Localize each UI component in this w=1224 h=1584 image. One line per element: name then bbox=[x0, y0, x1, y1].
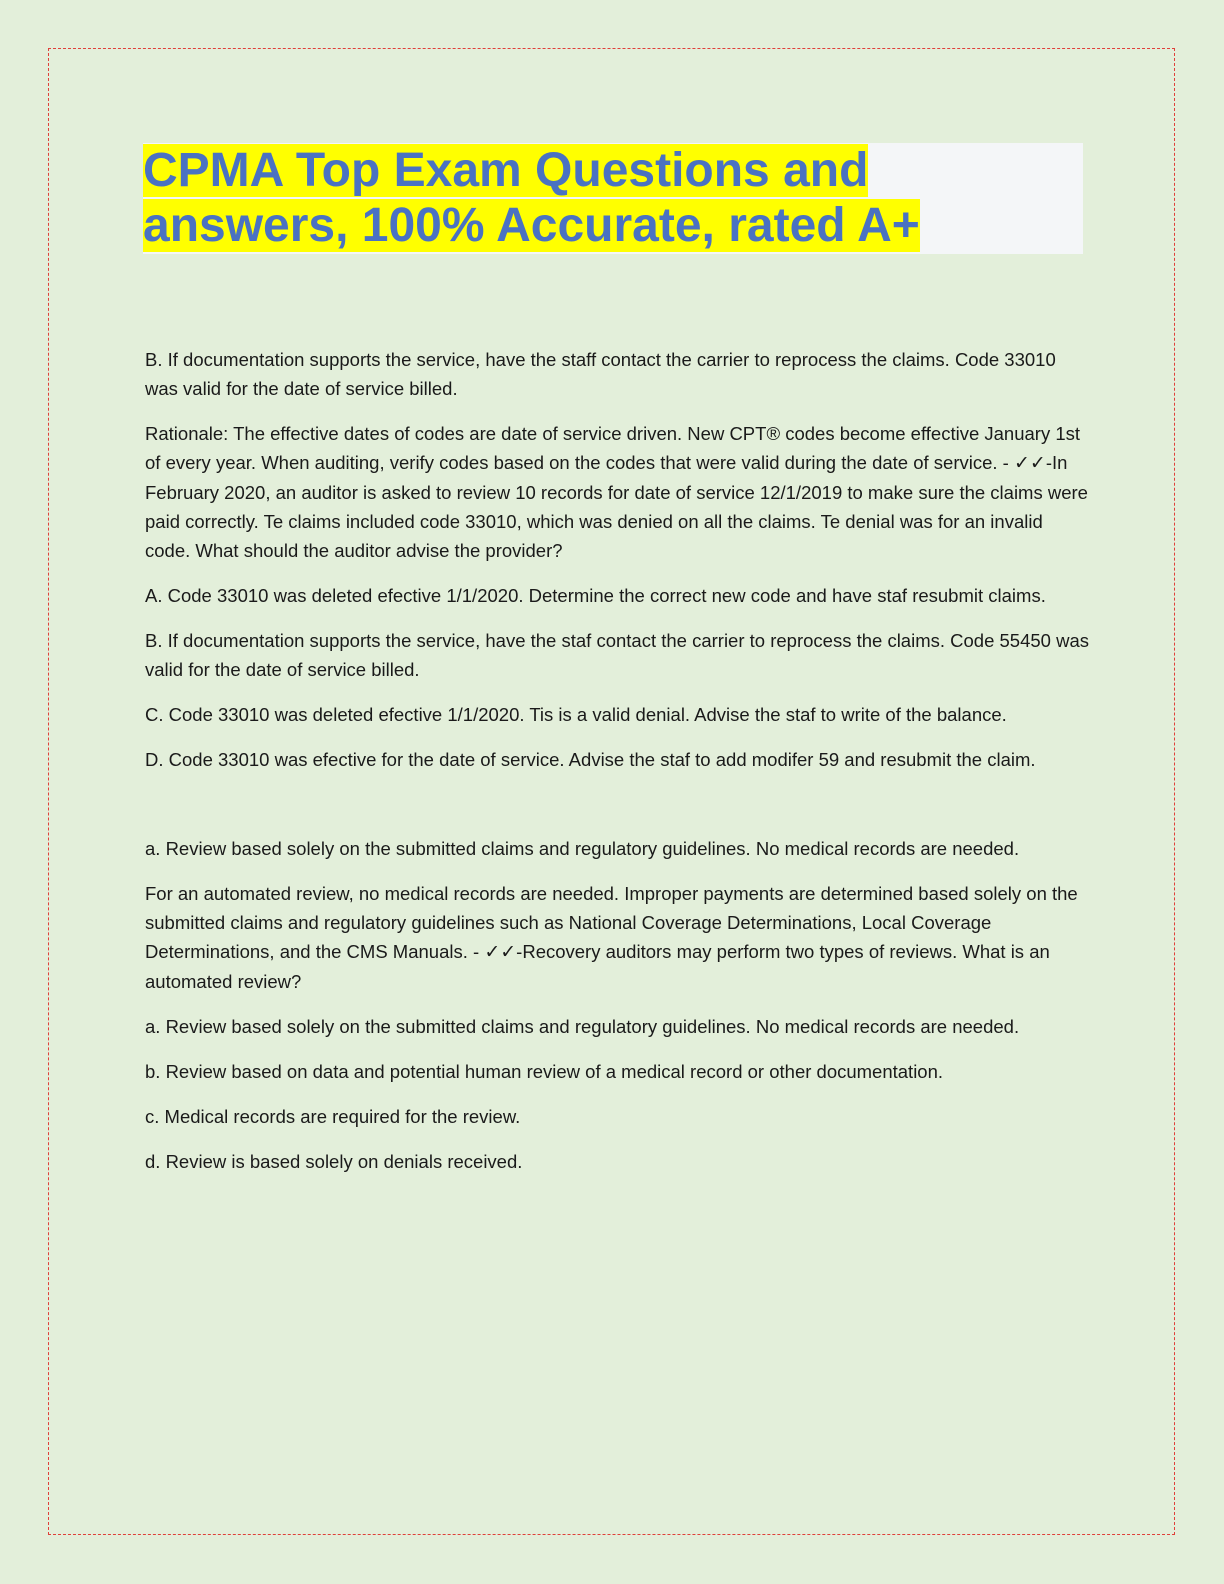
check-mark-icon: ✓✓ bbox=[1013, 452, 1046, 474]
option-c: c. Medical records are required for the review. bbox=[145, 1106, 521, 1127]
option-d: d. Review is based solely on denials received. bbox=[145, 1151, 523, 1172]
option-b: b. Review based on data and potential human review of a medical record or other documentation. bbox=[145, 1061, 944, 1082]
option-a: A. Code 33010 was deleted efective 1/1/2020. Determine the correct new code and have staf resubmit claims. bbox=[145, 585, 1046, 606]
section-gap bbox=[145, 790, 1090, 834]
check-mark-icon: ✓✓ bbox=[484, 941, 517, 963]
rationale-paragraph bbox=[145, 419, 1090, 565]
document-title bbox=[143, 143, 1083, 253]
rationale-paragraph bbox=[145, 879, 1090, 996]
rationale-text: Rationale: The effective dates of codes are date of service driven. New CPT® codes become effective January 1st of every year. When auditing, verify codes based on the codes that were valid during the date of service. - bbox=[145, 423, 1081, 473]
title-line-2: answers, 100% Accurate, rated A+ bbox=[143, 199, 920, 252]
option-c: C. Code 33010 was deleted efective 1/1/2020. Tis is a valid denial. Advise the staf to write of the balance. bbox=[145, 704, 1007, 725]
title-block bbox=[143, 143, 1083, 254]
title-line-1: CPMA Top Exam Questions and bbox=[143, 144, 869, 197]
answer-paragraph: B. If documentation supports the service, have the staff contact the carrier to reprocess the claims. Code 33010 was valid for the date of service billed. bbox=[145, 349, 1056, 399]
option-d: D. Code 33010 was efective for the date of service. Advise the staf to add modifer 59 and resubmit the claim. bbox=[145, 749, 1036, 770]
option-a: a. Review based solely on the submitted claims and regulatory guidelines. No medical records are needed. bbox=[145, 1016, 1020, 1037]
question-text: -In February 2020, an auditor is asked to review 10 records for date of service 12/1/2019 to make sure the claims were paid correctly. Te claims included code 33010, which was denied on all the claims. Te denial was for an invalid code. What should the auditor advise the provider? bbox=[145, 452, 1088, 561]
rationale-text: For an automated review, no medical records are needed. Improper payments are determined based solely on the submitted claims and regulatory guidelines such as National Coverage Determinations, Local Coverage Determinations, and the CMS Manuals. - bbox=[145, 883, 1078, 962]
option-b: B. If documentation supports the service, have the staf contact the carrier to reprocess the claims. Code 55450 was valid for the date of service billed. bbox=[145, 630, 1089, 680]
question-text: -Recovery auditors may perform two types of reviews. What is an automated review? bbox=[145, 941, 1050, 992]
document-body bbox=[145, 345, 1090, 1192]
answer-paragraph: a. Review based solely on the submitted claims and regulatory guidelines. No medical records are needed. bbox=[145, 838, 1020, 859]
